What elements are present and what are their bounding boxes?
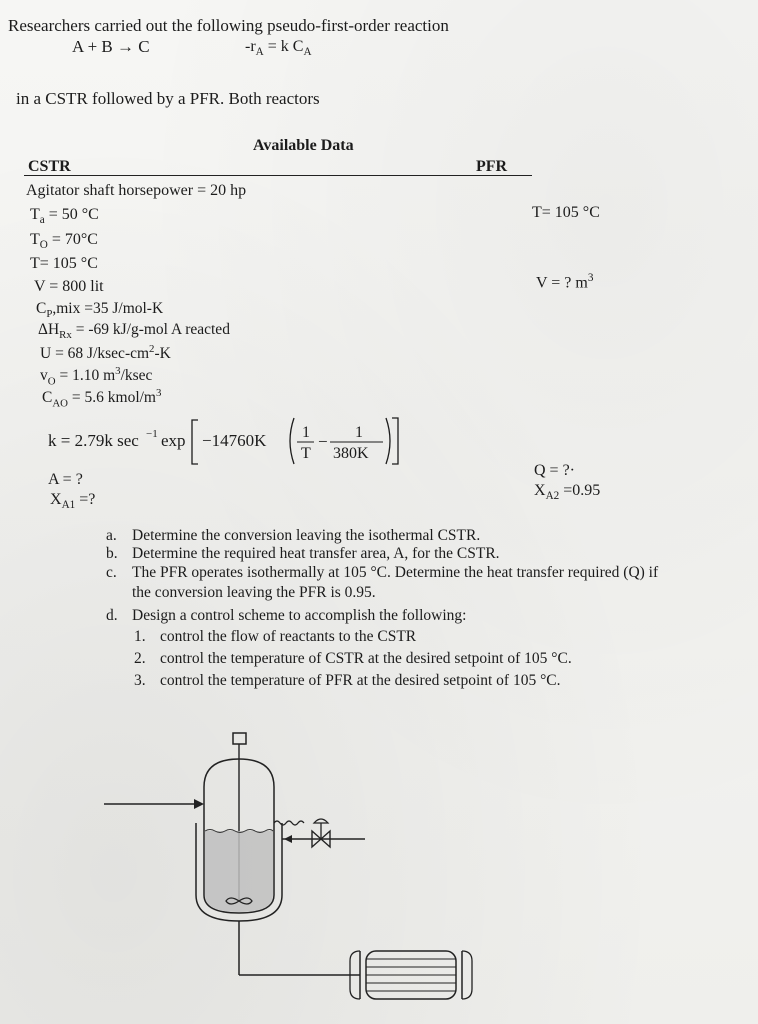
question-b: Determine the required heat transfer area, A, for the CSTR. xyxy=(132,545,500,562)
cstr-ta: $T_a = 50$ °C xyxy=(30,206,99,227)
question-c-marker: c. xyxy=(106,564,117,581)
cstr-liquid xyxy=(205,831,273,912)
svg-text:exp: exp xyxy=(161,431,186,450)
subquestion-3: control the temperature of PFR at the desired setpoint of 105 °C. xyxy=(160,672,561,689)
question-b-marker: b. xyxy=(106,545,118,562)
question-c-cont: the conversion leaving the PFR is 0.95. xyxy=(132,584,376,601)
svg-text:1: 1 xyxy=(302,424,310,441)
cstr-to: $T_O = 70^\circ C$ xyxy=(30,231,98,252)
intro-line-1: Researchers carried out the following pseudo-first-order reaction xyxy=(8,16,449,35)
agitator-motor xyxy=(233,733,246,744)
subquestion-2: control the temperature of CSTR at the desired setpoint of 105 °C. xyxy=(160,650,572,667)
cstr-header: CSTR xyxy=(28,158,71,175)
data-title: Available Data xyxy=(253,137,354,154)
cstr-cao: $C_{AO} = 5.6$ kmol/$m^3$ xyxy=(42,387,162,410)
pfr-t: T= 105 °C xyxy=(532,204,600,221)
pfr-q: Q = ?· xyxy=(534,462,576,479)
cstr-vo: $v_O = 1.10$ $m^3$/ksec xyxy=(40,365,153,388)
pfr-outlet-head xyxy=(462,951,472,999)
question-a: Determine the conversion leaving the isothermal CSTR. xyxy=(132,527,481,544)
cstr-area: A = ? xyxy=(48,471,83,488)
pfr-v: V = ? $m^3$ xyxy=(536,272,594,292)
svg-text:−: − xyxy=(318,432,328,451)
process-diagram xyxy=(90,725,510,1024)
cstr-v: V = 800 lit xyxy=(34,278,104,295)
cstr-hrx: $\Delta H_{Rx} = -69$ kJ/g-mol A reacted xyxy=(38,321,230,342)
cstr-cp: $C_P,mix =35$ J/mol-K xyxy=(36,300,164,321)
subquestion-2-marker: 2. xyxy=(134,650,146,667)
svg-text:k = 2.79k sec: k = 2.79k sec xyxy=(48,431,139,450)
subquestion-1-marker: 1. xyxy=(134,628,146,645)
reaction-equation: A + B → C xyxy=(72,37,150,56)
cstr-xa1: $X_{A1}$ =? xyxy=(50,491,96,512)
rate-law: $-r_A = k$ $C_A$ xyxy=(245,38,312,59)
svg-text:380K: 380K xyxy=(333,445,369,462)
question-d: Design a control scheme to accomplish the following: xyxy=(132,607,467,624)
svg-text:T: T xyxy=(301,445,311,462)
question-d-marker: d. xyxy=(106,607,118,624)
table-divider xyxy=(24,175,532,176)
subquestion-3-marker: 3. xyxy=(134,672,146,689)
svg-text:−14760K: −14760K xyxy=(202,431,267,450)
rate-constant-equation xyxy=(48,410,428,468)
valve-actuator xyxy=(314,819,328,823)
cstr-agitator: Agitator shaft horsepower = 20 hp xyxy=(26,182,247,199)
question-a-marker: a. xyxy=(106,527,117,544)
question-c: The PFR operates isothermally at 105 °C. Determine the heat transfer required (Q) if xyxy=(132,564,659,581)
pfr-header: PFR xyxy=(476,158,508,175)
subquestion-1: control the flow of reactants to the CSTR xyxy=(160,628,417,645)
intro-line-2: in a CSTR followed by a PFR. Both reactors xyxy=(16,89,320,108)
cstr-t: T= 105 °C xyxy=(30,255,98,272)
svg-text:1: 1 xyxy=(355,424,363,441)
pfr-xa2: $X_{A2} =0.95$ xyxy=(534,482,601,503)
svg-text:−1: −1 xyxy=(146,428,158,440)
cstr-u: U = 68 $J/ksec-cm^2-K$ xyxy=(40,343,171,363)
